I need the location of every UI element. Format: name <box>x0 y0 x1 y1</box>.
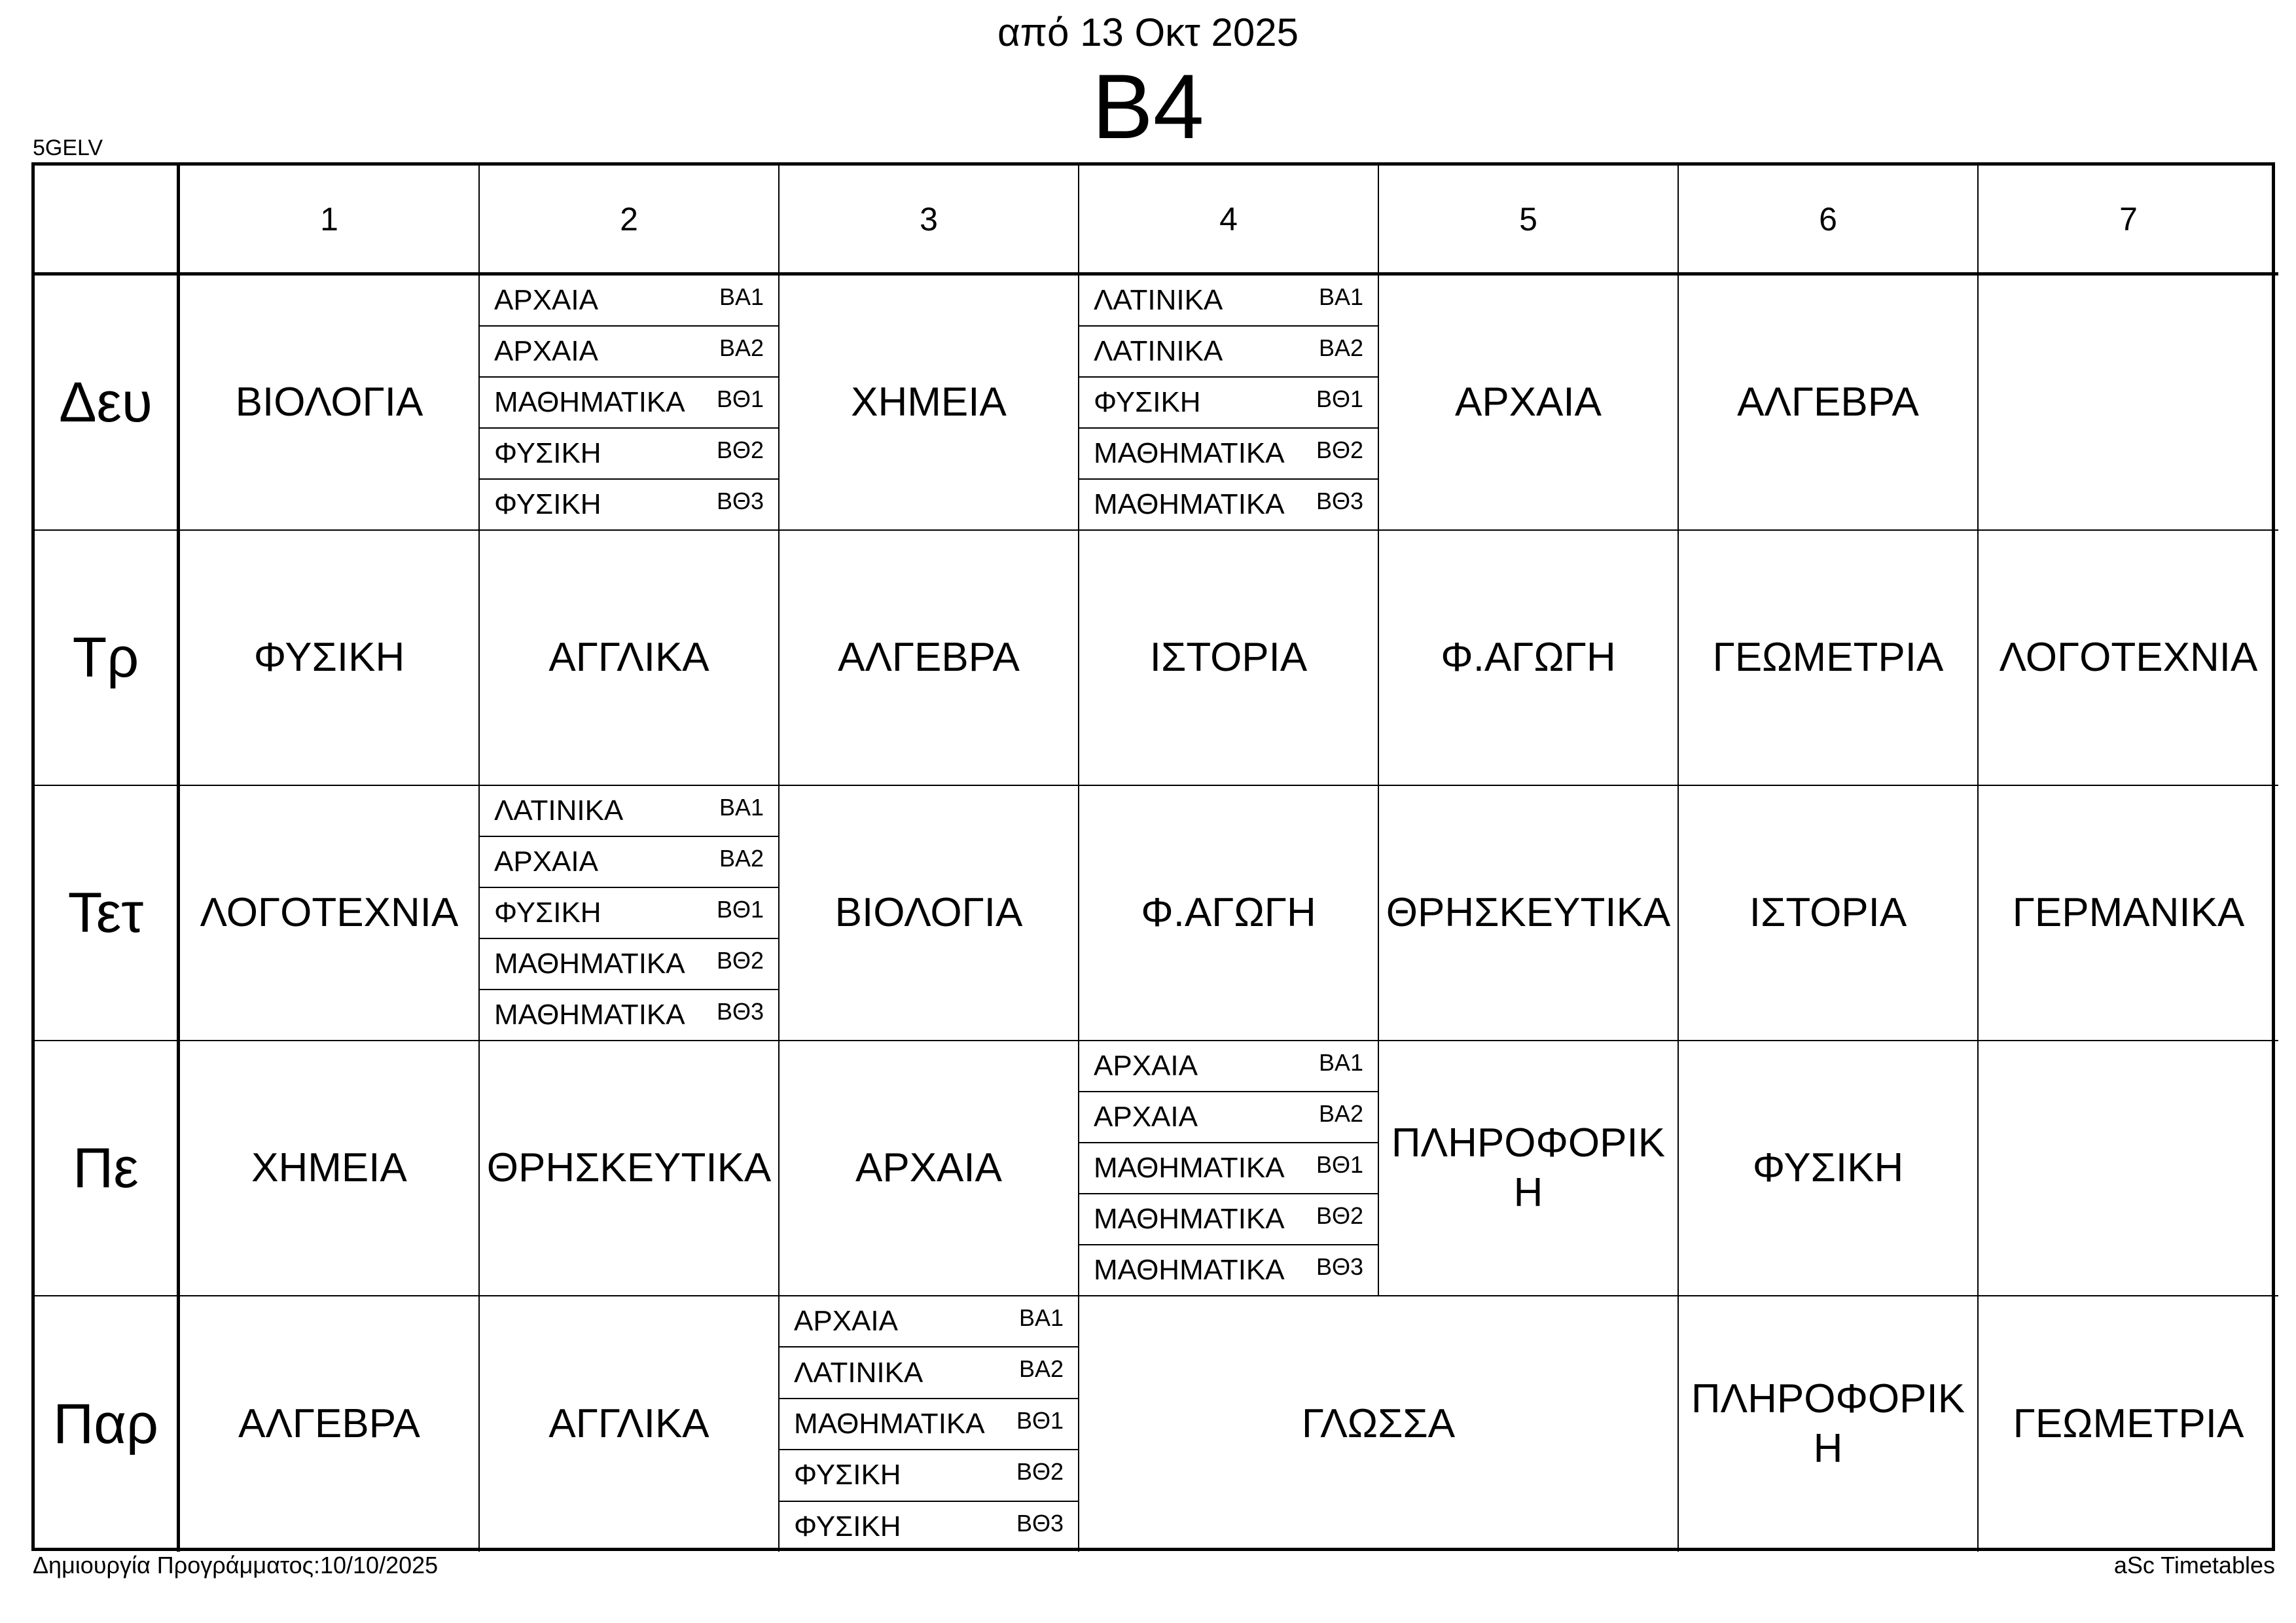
lesson-mon-6: ΑΛΓΕΒΡΑ <box>1679 276 1979 531</box>
sub-lesson-group: ΒΑ1 <box>1018 1304 1064 1331</box>
sub-lesson <box>780 1450 1078 1501</box>
sub-lesson <box>780 1347 1078 1399</box>
lesson-wed-3: ΒΙΟΛΟΓΙΑ <box>780 786 1079 1041</box>
lesson-wed-4: Φ.ΑΓΩΓΗ <box>1079 786 1379 1041</box>
period-header-7: 7 <box>1979 166 2278 276</box>
sub-lesson-group: ΒΘ1 <box>716 896 764 923</box>
lesson-mon-2-split <box>480 276 780 531</box>
lesson-thu-7 <box>1979 1041 2278 1296</box>
sub-lesson-group: ΒΘ2 <box>716 947 764 974</box>
sub-lesson <box>1079 429 1378 480</box>
day-header-thu: Πε <box>35 1041 180 1296</box>
lesson-wed-2-split <box>480 786 780 1041</box>
sub-lesson-group: ΒΑ2 <box>1318 1100 1363 1127</box>
sub-lesson-subject: ΦΥΣΙΚΗ <box>494 488 601 520</box>
period-header-6: 6 <box>1679 166 1979 276</box>
corner-cell <box>35 166 180 276</box>
lesson-tue-2: ΑΓΓΛΙΚΑ <box>480 531 780 786</box>
creation-date: Δημιουργία Προγράμματος:10/10/2025 <box>33 1552 439 1578</box>
sub-lesson <box>1079 378 1378 429</box>
sub-lesson <box>480 327 778 378</box>
lesson-mon-5: ΑΡΧΑΙΑ <box>1379 276 1679 531</box>
sub-lesson-group: ΒΘ3 <box>716 998 764 1025</box>
lesson-wed-1: ΛΟΓΟΤΕΧΝΙΑ <box>180 786 480 1041</box>
sub-lesson <box>1079 1143 1378 1194</box>
sub-lesson <box>1079 276 1378 327</box>
sub-lesson <box>1079 1194 1378 1245</box>
lesson-mon-4-split <box>1079 276 1379 531</box>
lesson-mon-7 <box>1979 276 2278 531</box>
sub-lesson-group: ΒΑ2 <box>1018 1355 1064 1383</box>
sub-lesson <box>780 1296 1078 1347</box>
sub-lesson-group: ΒΘ2 <box>1016 1458 1064 1486</box>
lesson-thu-3: ΑΡΧΑΙΑ <box>780 1041 1079 1296</box>
lesson-tue-6: ΓΕΩΜΕΤΡΙΑ <box>1679 531 1979 786</box>
sub-lesson-subject: ΦΥΣΙΚΗ <box>494 897 601 929</box>
sub-lesson-group: ΒΑ2 <box>719 845 764 872</box>
day-header-fri: Παρ <box>35 1296 180 1552</box>
lesson-fri-6: ΠΛΗΡΟΦΟΡΙΚΗ <box>1679 1296 1979 1552</box>
sub-lesson-group: ΒΑ2 <box>1318 334 1363 361</box>
sub-lesson-subject: ΜΑΘΗΜΑΤΙΚΑ <box>1094 1152 1285 1184</box>
lesson-thu-2: ΘΡΗΣΚΕΥΤΙΚΑ <box>480 1041 780 1296</box>
sub-lesson-subject: ΦΥΣΙΚΗ <box>794 1459 901 1491</box>
sub-lesson-subject: ΜΑΘΗΜΑΤΙΚΑ <box>494 386 685 418</box>
sub-lesson-group: ΒΑ1 <box>719 283 764 310</box>
sub-lesson-group: ΒΘ1 <box>1316 385 1363 412</box>
sub-lesson-subject: ΛΑΤΙΝΙΚΑ <box>494 794 624 827</box>
sub-lesson-group: ΒΘ1 <box>716 385 764 412</box>
lesson-mon-3: ΧΗΜΕΙΑ <box>780 276 1079 531</box>
lesson-fri-1: ΑΛΓΕΒΡΑ <box>180 1296 480 1552</box>
day-header-mon: Δευ <box>35 276 180 531</box>
lesson-tue-3: ΑΛΓΕΒΡΑ <box>780 531 1079 786</box>
lesson-wed-5: ΘΡΗΣΚΕΥΤΙΚΑ <box>1379 786 1679 1041</box>
sub-lesson-subject: ΛΑΤΙΝΙΚΑ <box>794 1356 924 1389</box>
sub-lesson <box>480 888 778 939</box>
lesson-wed-6: ΙΣΤΟΡΙΑ <box>1679 786 1979 1041</box>
sub-lesson-group: ΒΘ3 <box>1316 488 1363 514</box>
sub-lesson-subject: ΜΑΘΗΜΑΤΙΚΑ <box>494 948 685 980</box>
period-header-1: 1 <box>180 166 480 276</box>
sub-lesson <box>480 429 778 480</box>
sub-lesson-group: ΒΘ3 <box>716 488 764 514</box>
sub-lesson <box>480 786 778 837</box>
lesson-thu-6: ΦΥΣΙΚΗ <box>1679 1041 1979 1296</box>
sub-lesson-group: ΒΘ3 <box>1016 1509 1064 1537</box>
period-header-3: 3 <box>780 166 1079 276</box>
sub-lesson-group: ΒΑ1 <box>1318 283 1363 310</box>
lesson-tue-5: Φ.ΑΓΩΓΗ <box>1379 531 1679 786</box>
lesson-tue-1: ΦΥΣΙΚΗ <box>180 531 480 786</box>
lesson-fri-3-split <box>780 1296 1079 1552</box>
sub-lesson-group: ΒΘ2 <box>1316 437 1363 463</box>
sub-lesson <box>480 990 778 1040</box>
class-title: B4 <box>1092 55 1204 158</box>
day-header-wed: Τετ <box>35 786 180 1041</box>
brand-label: aSc Timetables <box>2113 1552 2275 1578</box>
sub-lesson-group: ΒΑ1 <box>719 794 764 821</box>
sub-lesson-subject: ΦΥΣΙΚΗ <box>794 1510 901 1543</box>
sub-lesson <box>480 480 778 529</box>
sub-lesson-subject: ΑΡΧΑΙΑ <box>494 335 598 367</box>
lesson-tue-7: ΛΟΓΟΤΕΧΝΙΑ <box>1979 531 2278 786</box>
sub-lesson-subject: ΑΡΧΑΙΑ <box>494 846 598 878</box>
sub-lesson-group: ΒΘ2 <box>716 437 764 463</box>
sub-lesson-group: ΒΘ1 <box>1016 1406 1064 1434</box>
sub-lesson-subject: ΑΡΧΑΙΑ <box>794 1305 898 1338</box>
sub-lesson <box>1079 480 1378 529</box>
period-header-2: 2 <box>480 166 780 276</box>
sub-lesson <box>1079 1092 1378 1143</box>
timetable-grid <box>31 162 2275 1551</box>
sub-lesson-subject: ΜΑΘΗΜΑΤΙΚΑ <box>1094 488 1285 520</box>
sub-lesson <box>480 378 778 429</box>
sub-lesson-group: ΒΘ3 <box>1316 1253 1363 1280</box>
sub-lesson <box>780 1502 1078 1552</box>
sub-lesson-subject: ΜΑΘΗΜΑΤΙΚΑ <box>1094 1254 1285 1286</box>
lesson-fri-7: ΓΕΩΜΕΤΡΙΑ <box>2013 1401 2244 1446</box>
sub-lesson-subject: ΜΑΘΗΜΑΤΙΚΑ <box>794 1408 985 1440</box>
lesson-mon-1: ΒΙΟΛΟΓΙΑ <box>180 276 480 531</box>
sub-lesson-subject: ΑΡΧΑΙΑ <box>1094 1050 1198 1082</box>
sub-lesson <box>480 939 778 990</box>
sub-lesson-group: ΒΑ1 <box>1318 1049 1363 1076</box>
sub-lesson <box>1079 1041 1378 1092</box>
sub-lesson-group: ΒΘ1 <box>1316 1151 1363 1178</box>
sub-lesson <box>480 837 778 888</box>
sub-lesson-subject: ΜΑΘΗΜΑΤΙΚΑ <box>494 999 685 1031</box>
lesson-fri-4-5: ΓΛΩΣΣΑ <box>1079 1296 1679 1552</box>
sub-lesson-subject: ΑΡΧΑΙΑ <box>494 284 598 316</box>
sub-lesson <box>1079 327 1378 378</box>
lesson-thu-4-split <box>1079 1041 1379 1296</box>
sub-lesson-subject: ΜΑΘΗΜΑΤΙΚΑ <box>1094 437 1285 469</box>
sub-lesson <box>780 1399 1078 1450</box>
lesson-thu-5: ΠΛΗΡΟΦΟΡΙΚΗ <box>1379 1041 1679 1296</box>
sub-lesson-group: ΒΑ2 <box>719 334 764 361</box>
sub-lesson-group: ΒΘ2 <box>1316 1202 1363 1229</box>
school-code: 5GELV <box>33 135 103 160</box>
lesson-thu-1: ΧΗΜΕΙΑ <box>180 1041 480 1296</box>
lesson-fri-2: ΑΓΓΛΙΚΑ <box>480 1296 780 1552</box>
sub-lesson-subject: ΦΥΣΙΚΗ <box>494 437 601 469</box>
sub-lesson-subject: ΜΑΘΗΜΑΤΙΚΑ <box>1094 1203 1285 1235</box>
sub-lesson-subject: ΑΡΧΑΙΑ <box>1094 1101 1198 1133</box>
sub-lesson-subject: ΦΥΣΙΚΗ <box>1094 386 1201 418</box>
schedule-start-date: από 13 Οκτ 2025 <box>997 10 1299 54</box>
day-header-tue: Τρ <box>35 531 180 786</box>
sub-lesson <box>1079 1245 1378 1295</box>
period-header-5: 5 <box>1379 166 1679 276</box>
period-header-4: 4 <box>1079 166 1379 276</box>
sub-lesson-subject: ΛΑΤΙΝΙΚΑ <box>1094 335 1223 367</box>
lesson-tue-4: ΙΣΤΟΡΙΑ <box>1079 531 1379 786</box>
sub-lesson-subject: ΛΑΤΙΝΙΚΑ <box>1094 284 1223 316</box>
lesson-wed-7: ΓΕΡΜΑΝΙΚΑ <box>1979 786 2278 1041</box>
sub-lesson <box>480 276 778 327</box>
